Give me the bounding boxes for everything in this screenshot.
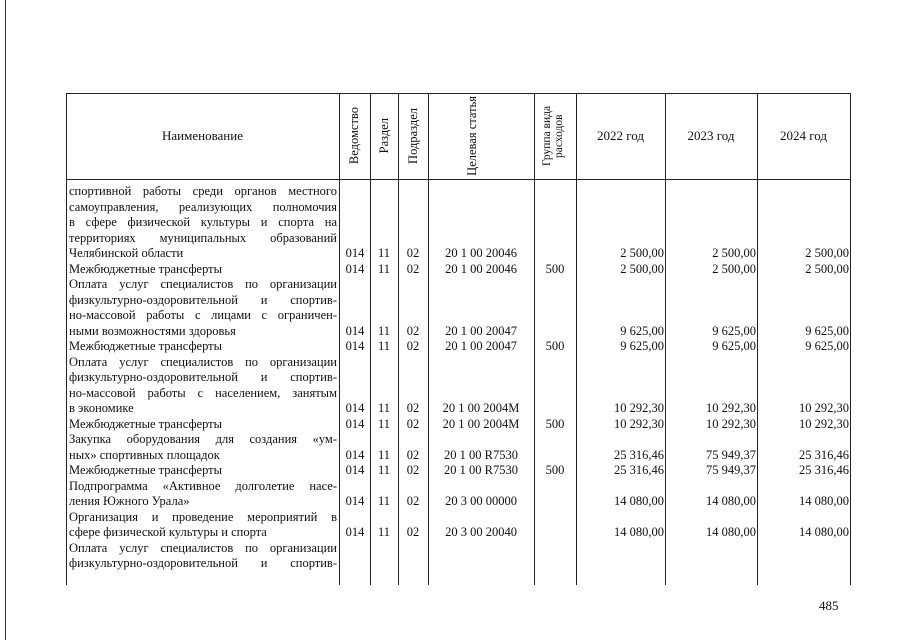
row-name: Межбюджетные трансферты [69,463,223,477]
table-row [66,386,851,401]
header-section: Раздел [376,118,391,154]
header-year-2023: 2023 год [687,128,735,143]
amount-2024: 10 292,30 [799,416,849,431]
department-code: 014 [345,416,365,431]
row-name: сфере физической культуры и спорта [69,525,267,539]
target-article: 20 1 00 R7530 [444,447,518,462]
section-code: 11 [377,401,391,415]
header-year-2022: 2022 год [597,128,644,143]
row-name: Организация и проведение мероприятий в [69,509,337,524]
department-code: 014 [345,447,365,462]
target-article: 20 1 00 20046 [445,246,517,260]
amount-2024: 25 316,46 [799,463,849,477]
amount-2022: 10 292,30 [614,416,664,431]
department-code: 014 [345,261,365,276]
subsection-code: 02 [406,525,420,539]
amount-2024: 2 500,00 [805,246,849,260]
budget-table [66,93,851,585]
row-name: Оплата услуг специалистов по организации [69,277,337,291]
row-name: Оплата услуг специалистов по организации [69,354,337,369]
header-department: Ведомство [347,107,361,165]
department-code: 014 [345,339,365,353]
table-row [66,215,851,230]
table-row [66,417,851,432]
table-row [66,339,851,354]
amount-2023: 9 625,00 [712,323,756,338]
target-article: 20 1 00 2004M [442,416,520,431]
expense-group: 500 [545,416,565,431]
row-name: территориях муниципальных образований [69,230,337,245]
subsection-code: 02 [406,463,420,477]
table-row [66,277,851,292]
amount-2023: 10 292,30 [706,416,756,431]
row-name: ных» спортивных площадок [69,447,220,462]
row-name: Межбюджетные трансферты [69,339,223,353]
section-code: 11 [377,416,391,431]
amount-2022: 25 316,46 [614,463,664,477]
table-row [66,510,851,525]
subsection-code: 02 [406,401,420,415]
row-name: физкультурно-оздоровительной и спортив- [69,370,337,384]
department-code: 014 [345,525,365,539]
amount-2022: 14 080,00 [614,494,664,508]
subsection-code: 02 [406,246,420,260]
header-name: Наименование [162,128,243,143]
amount-2023: 10 292,30 [706,401,756,415]
amount-2023: 2 500,00 [712,246,756,260]
header-target-article: Целевая статья [465,96,479,176]
amount-2023: 9 625,00 [712,339,756,353]
section-code: 11 [377,463,391,477]
row-name: ления Южного Урала» [69,494,190,508]
target-article: 20 1 00 20047 [445,323,517,338]
target-article: 20 1 00 2004M [442,401,520,415]
header-year-2024: 2024 год [780,128,827,143]
expense-group: 500 [545,339,565,353]
target-article: 20 3 00 00000 [445,494,517,508]
row-name: физкультурно-оздоровительной и спортив- [69,292,337,307]
header-bottom-border [66,179,851,180]
table-row [66,463,851,478]
amount-2024: 10 292,30 [799,401,849,415]
expense-group: 500 [545,261,565,276]
subsection-code: 02 [406,447,420,462]
row-name: спортивной работы среди органов местного [69,184,337,198]
table-row [66,184,851,199]
table-row [66,324,851,339]
row-name: Подпрограмма «Активное долголетие насе- [69,478,337,493]
table-row [66,432,851,447]
amount-2022: 2 500,00 [620,246,664,260]
table-row [66,401,851,416]
section-code: 11 [377,323,391,338]
row-name: Челябинской области [69,246,184,260]
header-expense-group: Группа вида расходов [541,105,565,167]
amount-2024: 2 500,00 [805,261,849,276]
subsection-code: 02 [406,339,420,353]
section-code: 11 [377,339,391,353]
section-code: 11 [377,246,391,260]
subsection-code: 02 [406,261,420,276]
table-row [66,448,851,463]
amount-2022: 14 080,00 [614,525,664,539]
page-edge-line [5,0,6,640]
amount-2023: 75 949,37 [706,463,756,477]
section-code: 11 [377,525,391,539]
table-row [66,308,851,323]
department-code: 014 [345,401,365,415]
amount-2024: 14 080,00 [799,525,849,539]
table-row [66,246,851,261]
amount-2022: 10 292,30 [614,401,664,415]
page-number: 485 [819,598,839,613]
row-name: в сфере физической культуры и спорта на [69,215,337,229]
table-row [66,200,851,215]
amount-2024: 9 625,00 [805,339,849,353]
amount-2024: 9 625,00 [805,323,849,338]
section-code: 11 [377,494,391,508]
target-article: 20 1 00 R7530 [444,463,518,477]
header-subsection: Подраздел [405,108,420,164]
target-article: 20 3 00 20040 [445,525,517,539]
amount-2023: 2 500,00 [712,261,756,276]
target-article: 20 1 00 20047 [445,339,517,353]
row-name: в экономике [69,401,134,415]
table-row [66,262,851,277]
table-row [66,231,851,246]
row-name: Оплата услуг специалистов по организации [69,540,337,555]
amount-2023: 14 080,00 [706,494,756,508]
amount-2022: 9 625,00 [620,323,664,338]
subsection-code: 02 [406,323,420,338]
row-name: самоуправления, реализующих полномочия [69,199,337,214]
table-row [66,494,851,509]
table-row [66,525,851,540]
amount-2022: 9 625,00 [620,339,664,353]
amount-2022: 2 500,00 [620,261,664,276]
subsection-code: 02 [406,416,420,431]
row-name: Межбюджетные трансферты [69,416,223,431]
table-row [66,293,851,308]
table-row [66,479,851,494]
row-name: но-массовой работы с населением, занятым [69,385,337,400]
subsection-code: 02 [406,494,420,508]
row-name: Закупка оборудования для создания «ум- [69,432,337,446]
row-name: ными возможностями здоровья [69,323,236,338]
department-code: 014 [345,246,365,260]
department-code: 014 [345,463,365,477]
amount-2023: 14 080,00 [706,525,756,539]
section-code: 11 [377,447,391,462]
amount-2024: 25 316,46 [799,447,849,462]
amount-2023: 75 949,37 [706,447,756,462]
table-row [66,370,851,385]
row-name: но-массовой работы с лицами с ограничен- [69,308,337,322]
amount-2022: 25 316,46 [614,447,664,462]
row-name: Межбюджетные трансферты [69,261,223,276]
table-row [66,355,851,370]
row-name: физкультурно-оздоровительной и спортив- [69,556,337,570]
department-code: 014 [345,494,365,508]
department-code: 014 [345,323,365,338]
section-code: 11 [377,261,391,276]
table-row [66,556,851,571]
target-article: 20 1 00 20046 [445,261,517,276]
table-row [66,541,851,556]
amount-2024: 14 080,00 [799,494,849,508]
expense-group: 500 [545,463,565,477]
